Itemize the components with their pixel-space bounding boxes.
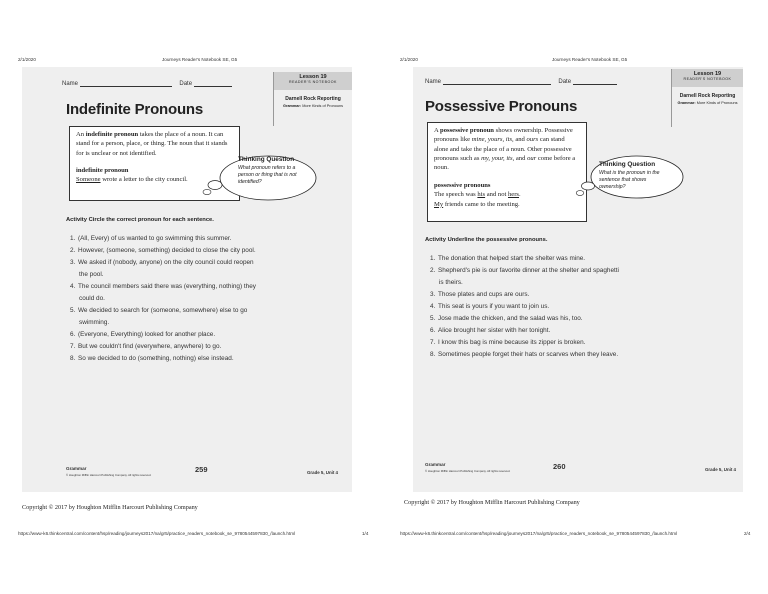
date-blank [194,81,232,87]
list-item: 8. So we decided to do (something, nothing) else instead. [70,355,234,362]
notebook-label: READER'S NOTEBOOK [683,77,732,81]
print-date: 2/1/2020 [400,57,418,62]
grade-unit: Grade 5, Unit 4 [705,467,736,472]
list-item: 1. (All, Every) of us wanted to go swimming this summer. [70,235,232,242]
sentence-list [430,253,619,361]
page-title: Possessive Pronouns [425,98,578,115]
sheet-page-count: 2/4 [744,531,751,536]
lesson-number: Lesson 19 [693,71,722,77]
lesson-header [672,69,743,87]
thinking-title: Thinking Question [599,161,656,168]
grammar-topic: Grammar: More Kinds of Pronouns [283,104,343,108]
list-item: 2. Shepherd's pie is our favorite dinner at the shelter and spaghetti is theirs. [430,267,619,286]
sheet-page-count: 1/4 [362,531,369,536]
list-item: 7. But we couldn't find (everywhere, anywhere) to go. [70,343,222,350]
notebook-label: READER'S NOTEBOOK [289,80,337,84]
date-blank [573,79,617,85]
name-label: Name [62,81,79,87]
page-url[interactable]: https://www-k6.thinkcentral.com/content/hsp/reading/journeys2017/na/gr5/practice_readers_notebook_se_9780544597830_/launch.html [400,531,678,536]
list-item: 4. The council members said there was (everything, nothing) they could do. [70,283,256,302]
list-item: 6. (Everyone, Everything) looked for another place. [70,331,216,338]
example-pronoun: hers [508,191,519,199]
name-blank [443,79,551,85]
lesson-info [274,90,352,109]
example-pronoun: My [434,200,444,208]
list-item: 4. This seat is yours if you want to join us. [430,303,550,310]
date-label: Date [558,79,572,85]
list-item: 1. The donation that helped start the shelter was mine. [430,255,586,262]
name-date-line [425,79,617,85]
list-item: 7. I know this bag is mine because its zipper is broken. [430,339,586,346]
print-title: Journeys Reader's Notebook SE, G5 [162,57,238,62]
story-title: Darnell Rock Reporting [285,96,341,102]
lesson-box [671,69,743,127]
copyright-text: Copyright © 2017 by Houghton Mifflin Harcourt Publishing Company [22,504,198,511]
name-date-line [62,81,232,87]
page-url[interactable]: https://www-k6.thinkcentral.com/content/hsp/reading/journeys2017/na/gr5/practice_readers_notebook_se_9780544597830_/launch.html [18,531,296,536]
list-item: 8. Sometimes people forget their hats or scarves when they leave. [430,351,619,358]
thinking-prompt: What is the pronoun in the sentence that shows ownership? [599,169,660,190]
name-label: Name [425,79,442,85]
page-number: 260 [553,462,566,471]
thinking-question [238,156,308,186]
copyright-text: Copyright © 2017 by Houghton Mifflin Harcourt Publishing Company [404,499,580,506]
footer-grammar: Grammar © Houghton Mifflin Harcourt Publishing Company. All rights reserved. [66,466,152,478]
activity-instructions: Activity Underline the possessive pronouns. [425,237,548,243]
thinking-question [599,161,671,191]
example-pronoun: Someone [76,176,101,184]
page-number: 259 [195,465,208,474]
lesson-header [274,72,352,90]
footer-grammar: Grammar © Houghton Mifflin Harcourt Publishing Company. All rights reserved. [425,462,511,474]
date-label: Date [179,81,193,87]
example-pronoun: his [477,191,486,199]
lesson-info [672,87,743,106]
definition-box: An indefinite pronoun takes the place of a noun. It can stand for a person, place, or thing. The noun that it stands for is unclear or not identified. indefinite pronoun Someone wrote a letter to the city council. [69,126,240,201]
example-label: indefinite pronoun [76,167,129,175]
page-title: Indefinite Pronouns [66,101,204,118]
list-item: 5. Jose made the chicken, and the salad was his, too. [430,315,583,322]
print-date: 2/1/2020 [18,57,36,62]
list-item: 3. We asked if (nobody, anyone) on the city council could reopen the pool. [70,259,254,278]
definition-box: A possessive pronoun shows ownership. Possessive pronouns like mine, yours, its, and ours can stand alone and take the place of a noun. Other possessive pronouns such as my, your, its, and our come before a noun. possessive pronouns The speech was his and not hers. My friends came to the meeting. [427,122,587,222]
sentence-list [70,233,256,365]
list-item: 2. However, (someone, something) decided to close the city pool. [70,247,256,254]
list-item: 5. We decided to search for (someone, somewhere) else to go swimming. [70,307,248,326]
print-title: Journeys Reader's Notebook SE, G5 [552,57,628,62]
example-label: possessive pronouns [434,181,491,189]
thinking-title: Thinking Question [238,156,295,163]
worksheet-page-260 [413,67,743,492]
thinking-prompt: What pronoun refers to a person or thing that is not identified? [238,164,297,185]
worksheet-page-259 [22,67,352,492]
grade-unit: Grade 5, Unit 4 [307,470,338,475]
lesson-number: Lesson 19 [299,74,327,80]
lesson-box [273,72,352,126]
grammar-topic: Grammar: More Kinds of Pronouns [677,101,738,105]
list-item: 6. Alice brought her sister with her tonight. [430,327,551,334]
activity-instructions: Activity Circle the correct pronoun for each sentence. [66,217,214,223]
name-blank [80,81,172,87]
list-item: 3. Those plates and cups are ours. [430,291,530,298]
story-title: Darnell Rock Reporting [679,93,736,99]
